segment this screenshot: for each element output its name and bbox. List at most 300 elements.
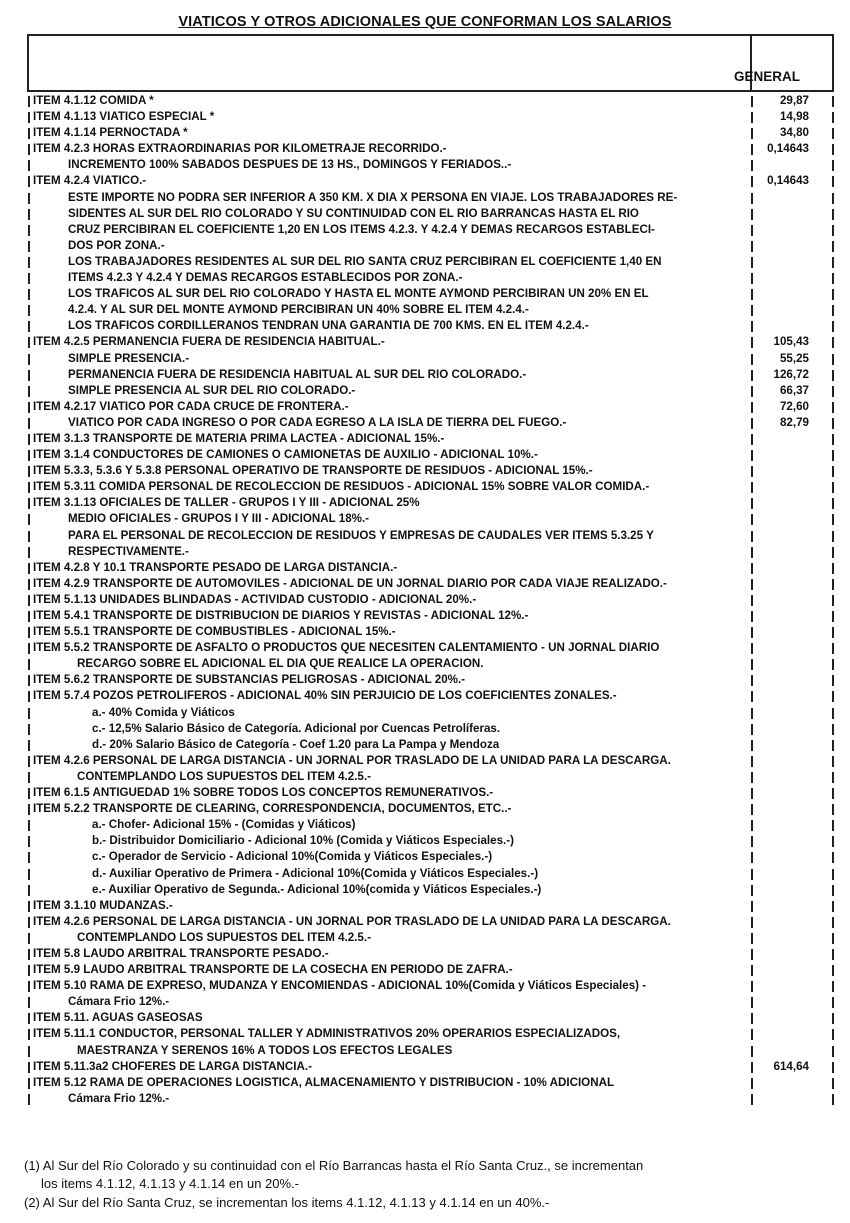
row-description: ITEM 4.2.4 VIATICO.-: [33, 174, 147, 188]
table-row: [0, 270, 850, 286]
table-row: [0, 656, 850, 672]
row-left-rule: [28, 354, 30, 365]
row-column-rule: [751, 788, 753, 799]
row-right-rule: [832, 627, 834, 638]
table-row: [0, 640, 850, 656]
table-row: [0, 882, 850, 898]
row-left-rule: [28, 466, 30, 477]
row-description: SIMPLE PRESENCIA AL SUR DEL RIO COLORADO.-: [68, 383, 356, 397]
table-row: [0, 495, 850, 511]
table-row: [0, 930, 850, 946]
row-column-rule: [751, 482, 753, 493]
row-description: b.- Distribuidor Domiciliario - Adicional 10% (Comida y Viáticos Especiales.-): [92, 834, 514, 848]
row-left-rule: [28, 788, 30, 799]
row-description: c.- Operador de Servicio - Adicional 10%(Comida y Viáticos Especiales.-): [92, 850, 493, 864]
row-description: ITEM 5.2.2 TRANSPORTE DE CLEARING, CORRESPONDENCIA, DOCUMENTOS, ETC..-: [33, 802, 512, 816]
row-value: 72,60: [779, 399, 809, 413]
row-left-rule: [28, 370, 30, 381]
row-left-rule: [28, 563, 30, 574]
row-right-rule: [832, 498, 834, 509]
row-right-rule: [832, 354, 834, 365]
row-left-rule: [28, 209, 30, 220]
row-description: LOS TRAFICOS CORDILLERANOS TENDRAN UNA GARANTIA DE 700 KMS. EN EL ITEM 4.2.4.-: [68, 319, 589, 333]
row-description: VIATICO POR CADA INGRESO O POR CADA EGRESO A LA ISLA DE TIERRA DEL FUEGO.-: [68, 415, 567, 429]
row-right-rule: [832, 820, 834, 831]
table-row: [0, 141, 850, 157]
table-row: [0, 978, 850, 994]
table-row: [0, 1043, 850, 1059]
row-left-rule: [28, 128, 30, 139]
row-left-rule: [28, 691, 30, 702]
row-column-rule: [751, 241, 753, 252]
table-row: [0, 318, 850, 334]
row-description: ITEM 3.1.10 MUDANZAS.-: [33, 898, 173, 912]
row-description: ITEM 5.6.2 TRANSPORTE DE SUBSTANCIAS PELIGROSAS - ADICIONAL 20%.-: [33, 673, 466, 687]
row-column-rule: [751, 466, 753, 477]
row-left-rule: [28, 386, 30, 397]
row-left-rule: [28, 659, 30, 670]
row-right-rule: [832, 337, 834, 348]
row-column-rule: [751, 354, 753, 365]
row-description: ITEM 4.2.3 HORAS EXTRAORDINARIAS POR KILOMETRAJE RECORRIDO.-: [33, 142, 447, 156]
row-value: 29,87: [779, 94, 809, 107]
row-value: 82,79: [779, 415, 809, 429]
row-column-rule: [751, 997, 753, 1008]
row-left-rule: [28, 675, 30, 686]
table-row: [0, 833, 850, 849]
table-row: [0, 560, 850, 576]
header-bottom-border: [27, 90, 834, 92]
table-row: [0, 399, 850, 415]
row-right-rule: [832, 1094, 834, 1105]
row-column-rule: [751, 981, 753, 992]
row-left-rule: [28, 627, 30, 638]
table-row: [0, 962, 850, 978]
row-description: ITEM 5.4.1 TRANSPORTE DE DISTRIBUCION DE DIARIOS Y REVISTAS - ADICIONAL 12%.-: [33, 609, 529, 622]
row-right-rule: [832, 675, 834, 686]
row-description: PERMANENCIA FUERA DE RESIDENCIA HABITUAL AL SUR DEL RIO COLORADO.-: [68, 367, 527, 381]
table-row: [0, 801, 850, 817]
row-right-rule: [832, 418, 834, 429]
table-row: [0, 1026, 850, 1042]
row-column-rule: [751, 305, 753, 316]
row-left-rule: [28, 595, 30, 606]
row-left-rule: [28, 1013, 30, 1024]
footnotes: [24, 1157, 643, 1212]
row-column-rule: [751, 852, 753, 863]
row-left-rule: [28, 1029, 30, 1040]
row-column-rule: [751, 514, 753, 525]
table-row: [0, 334, 850, 350]
row-left-rule: [28, 418, 30, 429]
table-row: [0, 286, 850, 302]
row-description: ITEM 5.9 LAUDO ARBITRAL TRANSPORTE DE LA COSECHA EN PERIODO DE ZAFRA.-: [33, 963, 513, 977]
row-left-rule: [28, 997, 30, 1008]
row-right-rule: [832, 708, 834, 719]
row-value: 126,72: [773, 367, 809, 381]
row-column-rule: [751, 193, 753, 204]
row-right-rule: [832, 869, 834, 880]
row-right-rule: [832, 852, 834, 863]
frame-left-border: [27, 34, 29, 92]
row-description: 4.2.4. Y AL SUR DEL MONTE AYMOND PERCIBIRAN UN 40% SOBRE EL ITEM 4.2.4.-: [68, 303, 529, 317]
row-description: ITEM 5.8 LAUDO ARBITRAL TRANSPORTE PESADO.-: [33, 946, 329, 960]
table-row: [0, 431, 850, 447]
table-row: [0, 238, 850, 254]
row-left-rule: [28, 885, 30, 896]
row-column-rule: [751, 804, 753, 815]
row-description: ITEM 5.1.13 UNIDADES BLINDADAS - ACTIVIDAD CUSTODIO - ADICIONAL 20%.-: [33, 592, 477, 606]
row-column-rule: [751, 595, 753, 606]
row-left-rule: [28, 611, 30, 622]
row-left-rule: [28, 321, 30, 332]
row-description: RECARGO SOBRE EL ADICIONAL EL DIA QUE REALICE LA OPERACION.: [77, 657, 484, 671]
row-left-rule: [28, 434, 30, 445]
row-left-rule: [28, 708, 30, 719]
row-column-rule: [751, 450, 753, 461]
row-right-rule: [832, 579, 834, 590]
table-row: [0, 479, 850, 495]
row-column-rule: [751, 933, 753, 944]
row-left-rule: [28, 901, 30, 912]
row-description: MAESTRANZA Y SERENOS 16% A TODOS LOS EFECTOS LEGALES: [77, 1043, 453, 1057]
row-column-rule: [751, 370, 753, 381]
row-column-rule: [751, 917, 753, 928]
row-right-rule: [832, 740, 834, 751]
row-left-rule: [28, 836, 30, 847]
row-description: ITEM 4.1.14 PERNOCTADA *: [33, 126, 188, 140]
row-description: PARA EL PERSONAL DE RECOLECCION DE RESIDUOS Y EMPRESAS DE CAUDALES VER ITEMS 5.3.25 Y: [68, 528, 654, 542]
row-description: ITEM 5.11.3a2 CHOFERES DE LARGA DISTANCIA.-: [33, 1059, 312, 1073]
table-row: [0, 705, 850, 721]
table-row: [0, 946, 850, 962]
table-row: [0, 1075, 850, 1091]
row-column-rule: [751, 772, 753, 783]
row-description: ITEM 3.1.4 CONDUCTORES DE CAMIONES O CAMIONETAS DE AUXILIO - ADICIONAL 10%.-: [33, 448, 538, 462]
row-right-rule: [832, 772, 834, 783]
row-left-rule: [28, 112, 30, 123]
row-description: LOS TRABAJADORES RESIDENTES AL SUR DEL RIO SANTA CRUZ PERCIBIRAN EL COEFICIENTE 1,40 EN: [68, 254, 662, 268]
row-description: CONTEMPLANDO LOS SUPUESTOS DEL ITEM 4.2.5.-: [77, 769, 371, 783]
row-column-rule: [751, 1029, 753, 1040]
table-row: [0, 528, 850, 544]
table-row: [0, 383, 850, 399]
row-description: SIDENTES AL SUR DEL RIO COLORADO Y SU CONTINUIDAD CON EL RIO BARRANCAS HASTA EL RIO: [68, 206, 639, 220]
row-column-rule: [751, 434, 753, 445]
table-row: [0, 367, 850, 383]
row-column-rule: [751, 611, 753, 622]
row-right-rule: [832, 788, 834, 799]
row-description: ITEM 4.2.8 Y 10.1 TRANSPORTE PESADO DE LARGA DISTANCIA.-: [33, 560, 398, 574]
table-row: [0, 737, 850, 753]
row-column-rule: [751, 386, 753, 397]
table-row: [0, 1059, 850, 1075]
row-right-rule: [832, 933, 834, 944]
row-right-rule: [832, 482, 834, 493]
row-column-rule: [751, 531, 753, 542]
row-right-rule: [832, 289, 834, 300]
row-left-rule: [28, 917, 30, 928]
row-left-rule: [28, 852, 30, 863]
row-left-rule: [28, 1046, 30, 1057]
table-row: [0, 1091, 850, 1107]
row-description: ITEM 5.3.3, 5.3.6 Y 5.3.8 PERSONAL OPERATIVO DE TRANSPORTE DE RESIDUOS - ADICIONAL 15%.-: [33, 464, 593, 478]
table-row: [0, 866, 850, 882]
row-description: ITEM 4.2.5 PERMANENCIA FUERA DE RESIDENCIA HABITUAL.-: [33, 335, 385, 349]
column-header-general: GENERAL: [734, 69, 801, 84]
row-left-rule: [28, 933, 30, 944]
table-row: [0, 721, 850, 737]
row-right-rule: [832, 160, 834, 171]
row-left-rule: [28, 1062, 30, 1073]
row-left-rule: [28, 1094, 30, 1105]
table-row: [0, 93, 850, 109]
row-right-rule: [832, 176, 834, 187]
row-left-rule: [28, 869, 30, 880]
footnote-1-line-1: (1) Al Sur del Río Colorado y su continuidad con el Río Barrancas hasta el Río Santa Cruz., se incrementan: [24, 1158, 644, 1173]
table-row: [0, 769, 850, 785]
row-left-rule: [28, 756, 30, 767]
footnote-2: (2) Al Sur del Río Santa Cruz, se incrementan los items 4.1.12, 4.1.13 y 4.1.14 en un 40%.-: [24, 1195, 550, 1210]
table-row: [0, 190, 850, 206]
row-description: e.- Auxiliar Operativo de Segunda.- Adicional 10%(comida y Viáticos Especiales.-): [92, 882, 542, 896]
row-value: 105,43: [773, 335, 809, 349]
row-column-rule: [751, 128, 753, 139]
row-left-rule: [28, 547, 30, 558]
row-description: ITEM 3.1.13 OFICIALES DE TALLER - GRUPOS I Y III - ADICIONAL 25%: [33, 496, 420, 510]
row-column-rule: [751, 321, 753, 332]
row-column-rule: [751, 627, 753, 638]
row-right-rule: [832, 547, 834, 558]
row-column-rule: [751, 498, 753, 509]
row-description: ITEM 4.2.9 TRANSPORTE DE AUTOMOVILES - ADICIONAL DE UN JORNAL DIARIO POR CADA VIAJE REALIZADO.-: [33, 576, 667, 590]
row-description: ITEM 5.7.4 POZOS PETROLIFEROS - ADICIONAL 40% SIN PERJUICIO DE LOS COEFICIENTES ZONALES.-: [33, 689, 617, 703]
row-right-rule: [832, 531, 834, 542]
row-left-rule: [28, 193, 30, 204]
row-right-rule: [832, 917, 834, 928]
row-column-rule: [751, 144, 753, 155]
footnote-1-line-2: los items 4.1.12, 4.1.13 y 4.1.14 en un 20%.-: [41, 1175, 299, 1191]
row-right-rule: [832, 193, 834, 204]
row-description: a.- 40% Comida y Viáticos: [92, 705, 235, 719]
row-right-rule: [832, 209, 834, 220]
row-column-rule: [751, 1094, 753, 1105]
table-row: [0, 753, 850, 769]
row-left-rule: [28, 820, 30, 831]
row-right-rule: [832, 1078, 834, 1089]
table-row: [0, 624, 850, 640]
row-column-rule: [751, 96, 753, 107]
row-right-rule: [832, 514, 834, 525]
row-left-rule: [28, 514, 30, 525]
row-right-rule: [832, 611, 834, 622]
table-row: [0, 785, 850, 801]
row-left-rule: [28, 949, 30, 960]
row-left-rule: [28, 289, 30, 300]
row-left-rule: [28, 337, 30, 348]
table-row: [0, 109, 850, 125]
table-row: [0, 302, 850, 318]
row-right-rule: [832, 434, 834, 445]
row-column-rule: [751, 820, 753, 831]
row-right-rule: [832, 112, 834, 123]
row-description: ITEMS 4.2.3 Y 4.2.4 Y DEMAS RECARGOS ESTABLECIDOS POR ZONA.-: [68, 271, 463, 285]
row-right-rule: [832, 901, 834, 912]
row-left-rule: [28, 257, 30, 268]
table-row: [0, 544, 850, 560]
row-column-rule: [751, 675, 753, 686]
row-column-rule: [751, 1013, 753, 1024]
row-description: ITEM 4.2.17 VIATICO POR CADA CRUCE DE FRONTERA.-: [33, 399, 349, 413]
row-description: DOS POR ZONA.-: [68, 238, 165, 252]
row-left-rule: [28, 160, 30, 171]
row-column-rule: [751, 402, 753, 413]
row-column-rule: [751, 740, 753, 751]
row-left-rule: [28, 643, 30, 654]
row-description: ITEM 5.5.2 TRANSPORTE DE ASFALTO O PRODUCTOS QUE NECESITEN CALENTAMIENTO - UN JORNAL DIARIO: [33, 641, 660, 655]
row-description: ESTE IMPORTE NO PODRA SER INFERIOR A 350 KM. X DIA X PERSONA EN VIAJE. LOS TRABAJADORES RE-: [68, 190, 678, 204]
row-right-rule: [832, 1029, 834, 1040]
table-row: [0, 608, 850, 624]
row-column-rule: [751, 1062, 753, 1073]
row-column-rule: [751, 225, 753, 236]
row-right-rule: [832, 257, 834, 268]
table-row: [0, 206, 850, 222]
row-right-rule: [832, 885, 834, 896]
table-row: [0, 351, 850, 367]
row-column-rule: [751, 209, 753, 220]
row-description: ITEM 6.1.5 ANTIGUEDAD 1% SOBRE TODOS LOS CONCEPTOS REMUNERATIVOS.-: [33, 786, 494, 800]
row-column-rule: [751, 160, 753, 171]
row-right-rule: [832, 1013, 834, 1024]
table-row: [0, 125, 850, 141]
row-description: ITEM 5.5.1 TRANSPORTE DE COMBUSTIBLES - ADICIONAL 15%.-: [33, 625, 396, 639]
row-right-rule: [832, 241, 834, 252]
table-row: [0, 222, 850, 238]
row-column-rule: [751, 659, 753, 670]
row-right-rule: [832, 305, 834, 316]
row-right-rule: [832, 804, 834, 815]
row-description: INCREMENTO 100% SABADOS DESPUES DE 13 HS., DOMINGOS Y FERIADOS..-: [68, 158, 512, 172]
row-right-rule: [832, 225, 834, 236]
row-right-rule: [832, 965, 834, 976]
row-left-rule: [28, 981, 30, 992]
row-right-rule: [832, 402, 834, 413]
row-left-rule: [28, 96, 30, 107]
row-column-rule: [751, 756, 753, 767]
row-column-rule: [751, 836, 753, 847]
table-row: [0, 415, 850, 431]
table-row: [0, 849, 850, 865]
row-left-rule: [28, 772, 30, 783]
row-right-rule: [832, 128, 834, 139]
row-column-rule: [751, 289, 753, 300]
row-column-rule: [751, 691, 753, 702]
row-right-rule: [832, 370, 834, 381]
row-description: CONTEMPLANDO LOS SUPUESTOS DEL ITEM 4.2.5.-: [77, 930, 371, 944]
row-left-rule: [28, 273, 30, 284]
row-column-rule: [751, 1046, 753, 1057]
row-left-rule: [28, 450, 30, 461]
table-row: [0, 173, 850, 189]
row-column-rule: [751, 885, 753, 896]
row-left-rule: [28, 579, 30, 590]
row-column-rule: [751, 257, 753, 268]
row-right-rule: [832, 321, 834, 332]
row-right-rule: [832, 643, 834, 654]
row-description: ITEM 4.2.6 PERSONAL DE LARGA DISTANCIA - UN JORNAL POR TRASLADO DE LA UNIDAD PARA LA DESCARGA.: [33, 753, 671, 767]
table-row: [0, 898, 850, 914]
row-right-rule: [832, 724, 834, 735]
row-right-rule: [832, 756, 834, 767]
row-column-rule: [751, 337, 753, 348]
row-description: d.- 20% Salario Básico de Categoría - Coef 1.20 para La Pampa y Mendoza: [92, 737, 500, 751]
row-column-rule: [751, 112, 753, 123]
row-left-rule: [28, 804, 30, 815]
row-description: ITEM 5.11. AGUAS GASEOSAS: [33, 1011, 203, 1025]
row-column-rule: [751, 1078, 753, 1089]
row-right-rule: [832, 659, 834, 670]
row-column-rule: [751, 708, 753, 719]
row-right-rule: [832, 691, 834, 702]
row-column-rule: [751, 949, 753, 960]
row-column-rule: [751, 643, 753, 654]
row-left-rule: [28, 402, 30, 413]
table-row: [0, 511, 850, 527]
row-value: 55,25: [779, 351, 809, 365]
table-row: [0, 463, 850, 479]
row-column-rule: [751, 724, 753, 735]
row-column-rule: [751, 563, 753, 574]
row-right-rule: [832, 949, 834, 960]
table-row: [0, 672, 850, 688]
row-column-rule: [751, 869, 753, 880]
row-left-rule: [28, 740, 30, 751]
row-value: 66,37: [779, 383, 809, 397]
row-description: Cámara Frio 12%.-: [68, 1091, 170, 1105]
row-left-rule: [28, 1078, 30, 1089]
row-value: 34,80: [779, 126, 809, 140]
table-row: [0, 254, 850, 270]
table-row: [0, 994, 850, 1010]
row-description: ITEM 4.2.6 PERSONAL DE LARGA DISTANCIA - UN JORNAL POR TRASLADO DE LA UNIDAD PARA LA DESCARGA.: [33, 914, 671, 928]
row-description: SIMPLE PRESENCIA.-: [68, 351, 190, 365]
row-column-rule: [751, 273, 753, 284]
row-right-rule: [832, 981, 834, 992]
row-description: Cámara Frio 12%.-: [68, 995, 170, 1009]
row-description: a.- Chofer- Adicional 15% - (Comidas y Viáticos): [92, 818, 356, 832]
row-value: 14,98: [779, 110, 809, 124]
row-left-rule: [28, 176, 30, 187]
row-left-rule: [28, 965, 30, 976]
row-description: RESPECTIVAMENTE.-: [68, 544, 189, 558]
row-description: ITEM 4.1.13 VIATICO ESPECIAL *: [33, 110, 215, 124]
document-title: VIATICOS Y OTROS ADICIONALES QUE CONFORMAN LOS SALARIOS: [178, 14, 672, 30]
row-description: ITEM 4.1.12 COMIDA *: [33, 94, 154, 107]
row-right-rule: [832, 563, 834, 574]
row-left-rule: [28, 225, 30, 236]
table-row: [0, 817, 850, 833]
row-column-rule: [751, 965, 753, 976]
row-right-rule: [832, 997, 834, 1008]
row-right-rule: [832, 386, 834, 397]
table-rows: [0, 93, 850, 1107]
row-right-rule: [832, 836, 834, 847]
row-description: c.- 12,5% Salario Básico de Categoría. Adicional por Cuencas Petrolíferas.: [92, 721, 501, 735]
row-description: ITEM 5.3.11 COMIDA PERSONAL DE RECOLECCION DE RESIDUOS - ADICIONAL 15% SOBRE VALOR COMIDA.-: [33, 480, 650, 494]
row-value: 0,14643: [767, 174, 809, 188]
row-left-rule: [28, 724, 30, 735]
